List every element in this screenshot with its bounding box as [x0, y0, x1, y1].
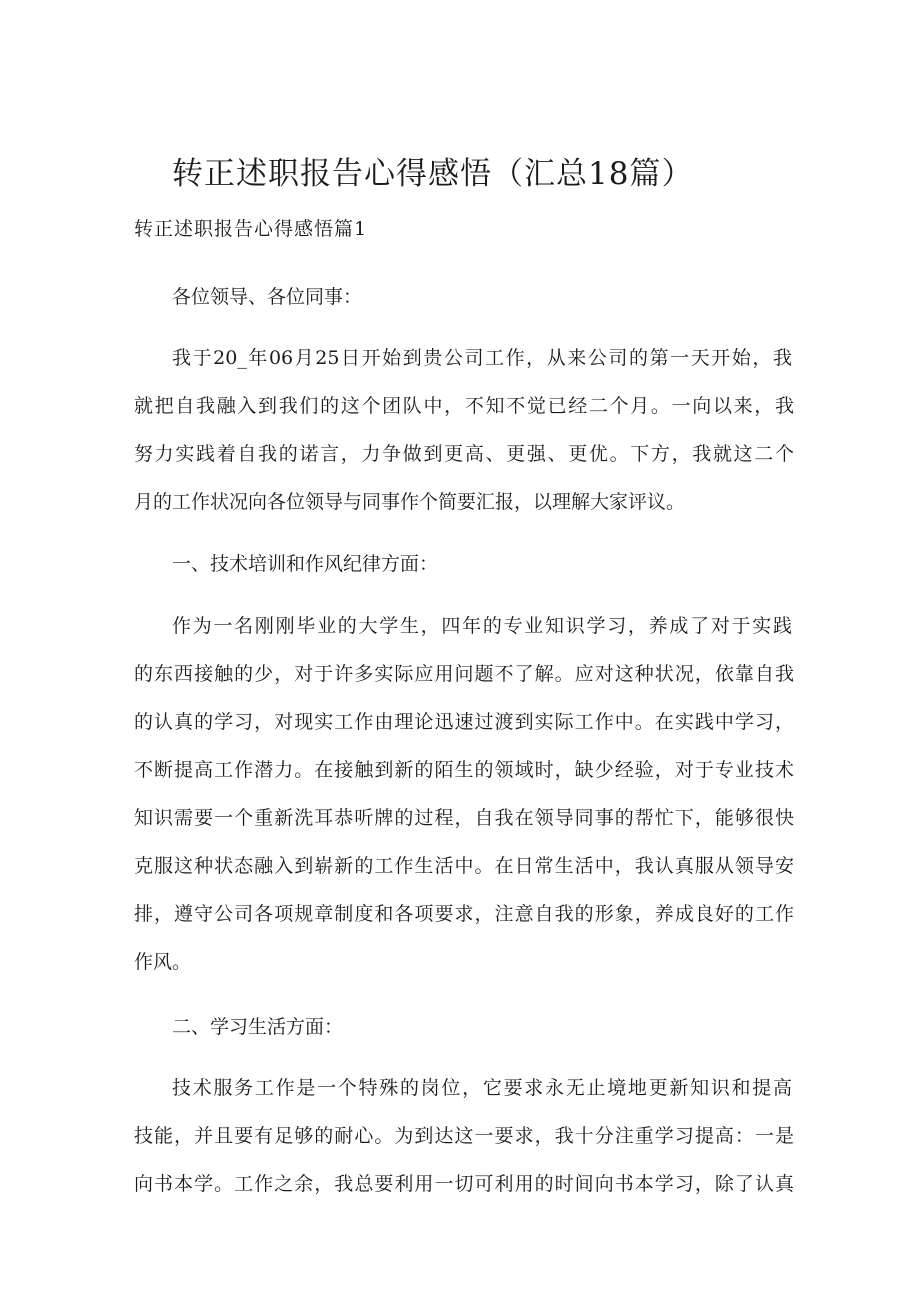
paragraph-line: 月的工作状况向各位领导与同事作个简要汇报，以理解大家评议。 — [134, 491, 686, 513]
section-heading: 二、学习生活方面： — [172, 1016, 344, 1038]
paragraph-line: 作风。 — [134, 951, 192, 973]
paragraph-line: 我于20_年06月25日开始到贵公司工作，从来公司的第一天开始，我 — [172, 347, 792, 369]
paragraph-line: 作为一名刚刚毕业的大学生，四年的专业知识学习，养成了对于实践 — [172, 615, 792, 637]
paragraph-line: 的东西接触的少，对于许多实际应用问题不了解。应对这种状况，依靠自我 — [134, 663, 794, 685]
paragraph-line: 克服这种状态融入到崭新的工作生活中。在日常生活中，我认真服从领导安 — [134, 855, 794, 877]
paragraph-line: 技能，并且要有足够的耐心。为到达这一要求，我十分注重学习提高：一是 — [134, 1125, 794, 1147]
paragraph-line: 努力实践着自我的诺言，力争做到更高、更强、更优。下方，我就这二个 — [134, 443, 794, 465]
paragraph-line: 向书本学。工作之余，我总要利用一切可利用的时间向书本学习，除了认真 — [134, 1173, 794, 1195]
paragraph-line: 知识需要一个重新洗耳恭听牌的过程，自我在领导同事的帮忙下，能够很快 — [134, 807, 794, 829]
section-subtitle: 转正述职报告心得感悟篇1 — [134, 218, 368, 240]
paragraph-line: 的认真的学习，对现实工作由理论迅速过渡到实际工作中。在实践中学习， — [134, 711, 794, 733]
paragraph-line: 不断提高工作潜力。在接触到新的陌生的领域时，缺少经验，对于专业技术 — [134, 759, 794, 781]
paragraph-line: 技术服务工作是一个特殊的岗位，它要求永无止境地更新知识和提高 — [172, 1077, 792, 1099]
paragraph-line: 排，遵守公司各项规章制度和各项要求，注意自我的形象，养成良好的工作 — [134, 903, 794, 925]
paragraph-line: 就把自我融入到我们的这个团队中，不知不觉已经二个月。一向以来，我 — [134, 395, 794, 417]
section-heading: 一、技术培训和作风纪律方面： — [172, 553, 439, 575]
document-title: 转正述职报告心得感悟（汇总18篇） — [172, 156, 694, 192]
greeting: 各位领导、各位同事： — [172, 286, 363, 308]
